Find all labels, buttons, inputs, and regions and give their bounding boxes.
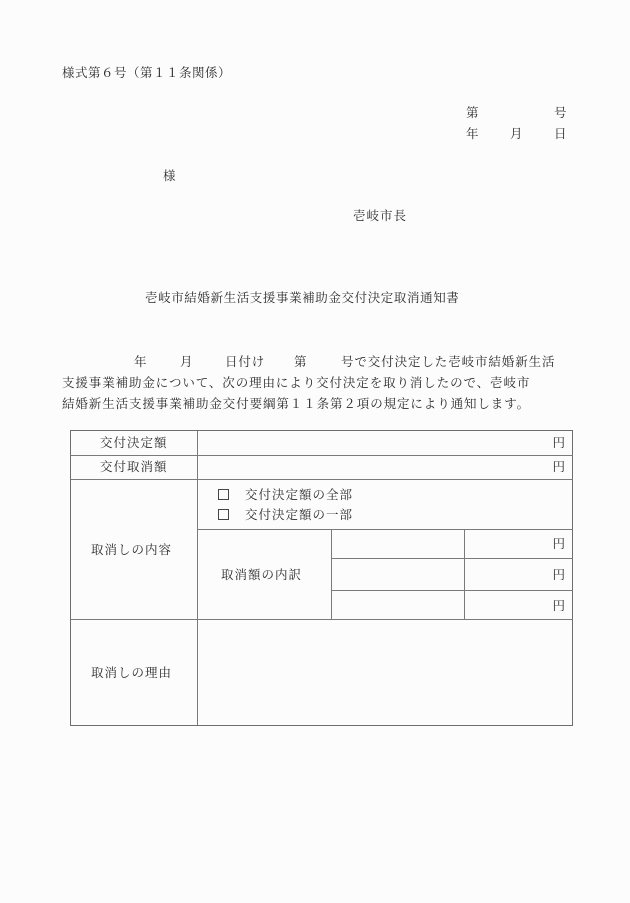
date-year: 年 [466, 126, 479, 141]
body-paragraph [62, 351, 578, 414]
grant-decision-amount-label: 交付決定額 [100, 435, 168, 450]
cancellation-content-label: 取消しの内容 [91, 542, 173, 557]
form-number: 様式第６号（第１１条関係） [62, 65, 232, 80]
option-full-amount[interactable] [218, 489, 353, 502]
yen-unit: 円 [552, 435, 565, 450]
checkbox-icon[interactable] [218, 489, 229, 500]
reference-prefix: 第 [466, 105, 479, 120]
date-day: 日 [554, 126, 567, 141]
body-line-1 [62, 351, 578, 372]
date-month: 月 [510, 126, 523, 141]
yen-unit: 円 [552, 567, 565, 582]
body-number-prefix: 第 [294, 354, 308, 369]
grant-decision-amount-field[interactable] [198, 431, 573, 455]
row-divider [71, 479, 573, 480]
grant-cancel-amount-label: 交付取消額 [100, 459, 168, 474]
cancellation-reason-label: 取消しの理由 [91, 665, 173, 680]
reference-number [466, 107, 568, 123]
option-partial-amount[interactable] [218, 509, 353, 522]
body-month: 月 [180, 354, 194, 369]
body-line-3 [62, 393, 578, 414]
breakdown-amount-field[interactable] [465, 530, 573, 558]
body-line-2 [62, 372, 578, 393]
checkbox-icon[interactable] [218, 509, 229, 520]
breakdown-label: 取消額の内訳 [221, 567, 303, 582]
body-year: 年 [134, 354, 148, 369]
breakdown-item-field[interactable] [332, 559, 464, 590]
document-title: 壱岐市結婚新生活支援事業補助金交付決定取消通知書 [145, 290, 460, 305]
yen-unit: 円 [552, 459, 565, 474]
grant-cancel-amount-field[interactable] [198, 456, 573, 479]
option-partial-amount-label: 交付決定額の一部 [245, 507, 354, 522]
breakdown-item-field[interactable] [332, 530, 464, 558]
breakdown-amount-field[interactable] [465, 559, 573, 590]
body-day: 日付け [225, 354, 266, 369]
breakdown-item-field[interactable] [332, 591, 464, 619]
cancellation-table [70, 430, 573, 726]
breakdown-amount-field[interactable] [465, 591, 573, 619]
yen-unit: 円 [552, 536, 565, 551]
addressee: 様 [163, 168, 176, 183]
issue-date [466, 128, 568, 144]
yen-unit: 円 [552, 598, 565, 613]
cancellation-reason-field[interactable] [198, 620, 573, 725]
option-full-amount-label: 交付決定額の全部 [245, 487, 354, 502]
body-line-1-rest: 号で交付決定した壱岐市結婚新生活 [341, 354, 556, 369]
body-line-3-text: 結婚新生活支援事業補助金交付要綱第１１条第２項の規定により通知します。 [62, 396, 531, 411]
sender: 壱岐市長 [353, 208, 408, 223]
reference-suffix: 号 [554, 105, 567, 120]
body-line-2-text: 支援事業補助金について、次の理由により交付決定を取り消したので、壱岐市 [62, 375, 531, 390]
